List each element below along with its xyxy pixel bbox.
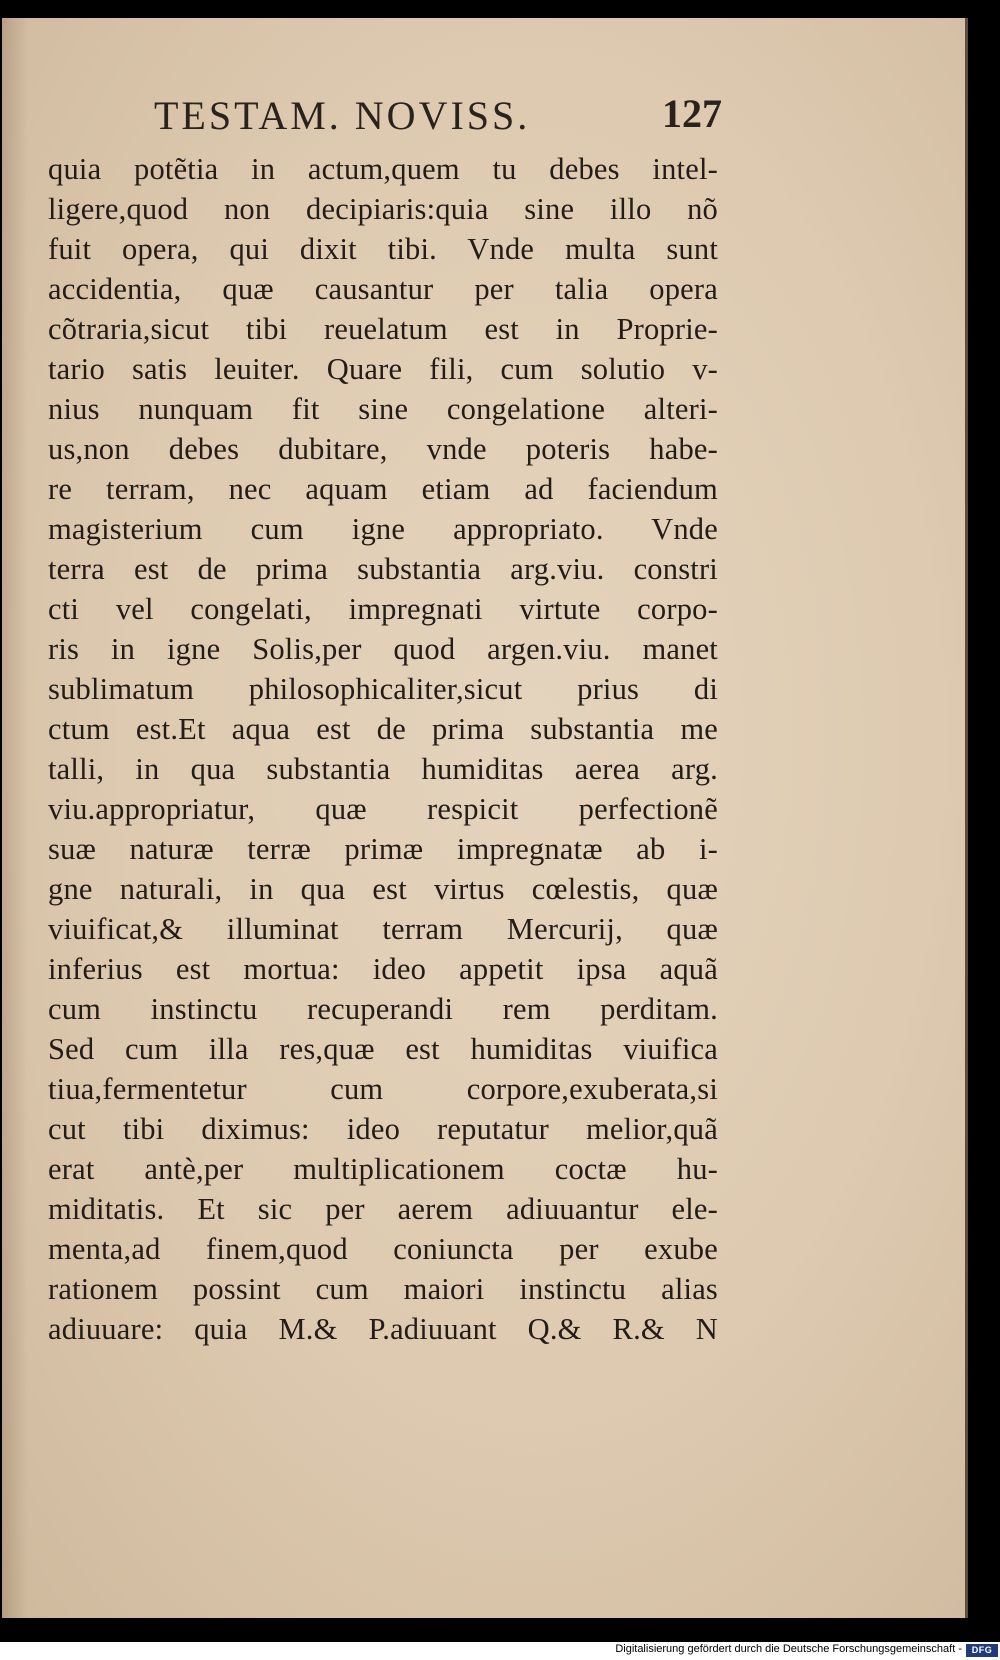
text-line: suæ naturæ terræ primæ impregnatæ ab i- [48, 832, 718, 866]
page-number: 127 [662, 91, 722, 136]
dfg-logo: DFG [966, 1644, 998, 1657]
text-line: tario satis leuiter. Quare fili, cum solutio v- [48, 352, 718, 386]
text-line: ctum est.Et aqua est de prima substantia me [48, 712, 718, 746]
text-line: miditatis. Et sic per aerem adiuuantur ele- [48, 1192, 718, 1226]
text-line: Sed cum illa res,quæ est humiditas viuifica [48, 1032, 718, 1066]
digitization-credit: Digitalisierung gefördert durch die Deutsche Forschungsgemeinschaft - [615, 1643, 962, 1655]
text-line: quia potẽtia in actum,quem tu debes intel- [48, 152, 718, 186]
text-line: fuit opera, qui dixit tibi. Vnde multa sunt [48, 232, 718, 266]
text-line: gne naturali, in qua est virtus cœlestis, quæ [48, 872, 718, 906]
text-line: ris in igne Solis,per quod argen.viu. manet [48, 632, 718, 666]
text-line: viu.appropriatur, quæ respicit perfectionẽ [48, 792, 718, 826]
text-line: cut tibi diximus: ideo reputatur melior,quã [48, 1112, 718, 1146]
text-block [48, 149, 718, 1349]
book-page [2, 18, 968, 1618]
text-line: cõtraria,sicut tibi reuelatum est in Proprie- [48, 312, 718, 346]
text-line: magisterium cum igne appropriato. Vnde [48, 512, 718, 546]
text-line: ligere,quod non decipiaris:quia sine illo nõ [48, 192, 718, 226]
text-line: nius nunquam fit sine congelatione alteri- [48, 392, 718, 426]
text-line: tiua,fermentetur cum corpore,exuberata,si [48, 1072, 718, 1106]
text-line: adiuuare: quia M.& P.adiuuant Q.& R.& N [48, 1312, 718, 1346]
text-line: re terram, nec aquam etiam ad faciendum [48, 472, 718, 506]
text-line: erat antè,per multiplicationem coctæ hu- [48, 1152, 718, 1186]
text-line: accidentia, quæ causantur per talia opera [48, 272, 718, 306]
text-line: inferius est mortua: ideo appetit ipsa aquã [48, 952, 718, 986]
text-line: terra est de prima substantia arg.viu. constri [48, 552, 718, 586]
text-line: cum instinctu recuperandi rem perditam. [48, 992, 718, 1026]
text-line: menta,ad finem,quod coniuncta per exube [48, 1232, 718, 1266]
text-line: viuificat,& illuminat terram Mercurij, quæ [48, 912, 718, 946]
text-line: sublimatum philosophicaliter,sicut prius di [48, 672, 718, 706]
text-line: rationem possint cum maiori instinctu alias [48, 1272, 718, 1306]
text-line: cti vel congelati, impregnati virtute corpo- [48, 592, 718, 626]
running-head: TESTAM. NOVISS. [154, 93, 531, 138]
text-line: talli, in qua substantia humiditas aerea arg. [48, 752, 718, 786]
text-line: us,non debes dubitare, vnde poteris habe- [48, 432, 718, 466]
